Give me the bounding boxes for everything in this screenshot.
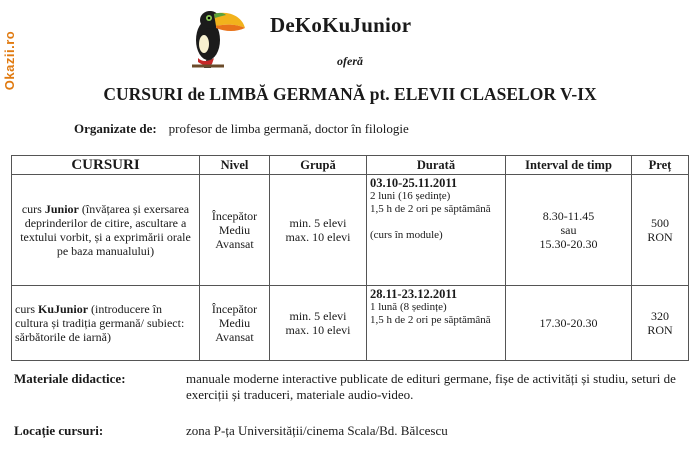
course-levels: Începător Mediu Avansat	[200, 175, 270, 286]
courses-table	[11, 155, 689, 361]
table-header-row	[12, 156, 689, 175]
header-level: Nivel	[200, 156, 270, 175]
offers-text: oferă	[337, 54, 363, 68]
course-price: 500 RON	[632, 175, 689, 286]
organizer-line	[74, 121, 409, 137]
header-duration: Durată	[367, 156, 506, 175]
course-group: min. 5 elevi max. 10 elevi	[270, 286, 367, 361]
brand-name: DeKoKuJunior	[270, 13, 412, 37]
course-levels: Începător Mediu Avansat	[200, 286, 270, 361]
header-group: Grupă	[270, 156, 367, 175]
organizer-label: Organizate de:	[74, 121, 157, 136]
materials-label: Materiale didactice:	[14, 371, 126, 386]
location-value: zona P-ța Universității/cinema Scala/Bd. Bălcescu	[186, 423, 448, 438]
course-group: min. 5 elevi max. 10 elevi	[270, 175, 367, 286]
course-description: curs Junior (învățarea și exersarea deprinderilor de citire, ascultare a textului vorbit, și a exprimării orale pe baza manualului)	[12, 175, 200, 286]
course-duration: 03.10-25.11.2011 2 luni (16 ședințe) 1,5 h de 2 ori pe săptămână (curs în module)	[367, 175, 506, 286]
materials-value: manuale moderne interactive publicate de edituri germane, fișe de activități și studiu, seturi de exerciții și traduceri, materiale audio-video.	[186, 371, 676, 402]
location-label: Locație cursuri:	[14, 423, 104, 438]
course-note: (curs în module)	[370, 229, 443, 241]
course-name: Junior	[44, 202, 79, 216]
organizer-value: profesor de limba germană, doctor în filologie	[168, 121, 409, 136]
course-price: 320 RON	[632, 286, 689, 361]
okazii-watermark: Okazii.ro	[2, 30, 18, 90]
table-row	[12, 175, 689, 286]
page-heading: CURSURI de LIMBĂ GERMANĂ pt. ELEVII CLASELOR V-IX	[103, 84, 597, 104]
course-dates: 28.11-23.12.2011	[370, 287, 458, 301]
course-duration: 28.11-23.12.2011 1 lună (8 ședințe) 1,5 h de 2 ori pe săptămână	[367, 286, 506, 361]
header-courses: CURSURI	[12, 156, 200, 175]
header-interval: Interval de timp	[506, 156, 632, 175]
course-interval: 17.30-20.30	[506, 286, 632, 361]
course-interval: 8.30-11.45 sau 15.30-20.30	[506, 175, 632, 286]
table-row	[12, 286, 689, 361]
course-dates: 03.10-25.11.2011	[370, 176, 458, 190]
course-description: curs KuJunior (introducere în cultura și tradiția germană/ subiect: sărbătorile de iarnă)	[12, 286, 200, 361]
header-price: Preț	[632, 156, 689, 175]
course-name: KuJunior	[38, 302, 89, 316]
